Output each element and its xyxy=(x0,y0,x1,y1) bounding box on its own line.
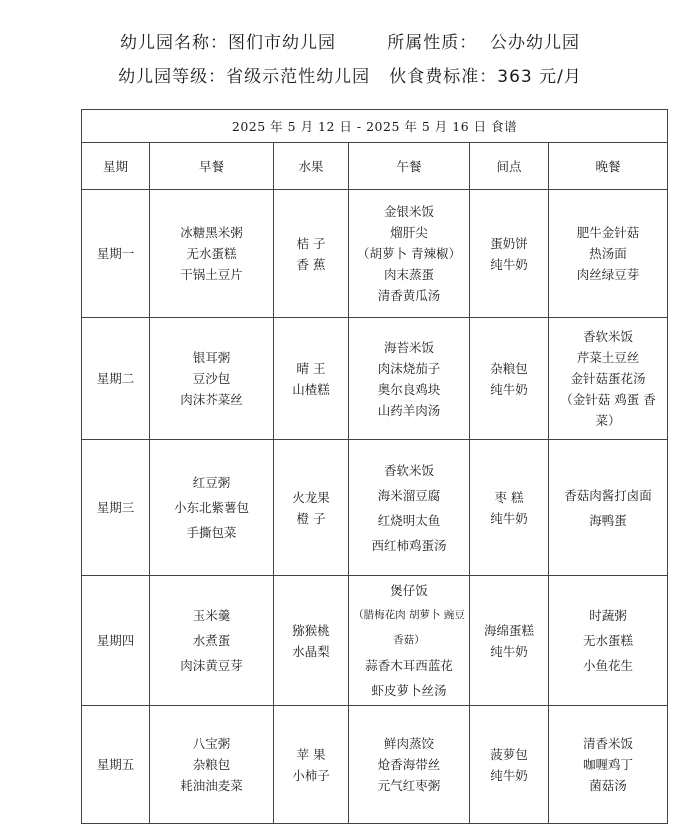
dish-line: 玉米羹 xyxy=(192,608,231,623)
dish-line: 冰糖黑米粥 xyxy=(180,225,243,240)
dish-line: 肥牛金针菇 xyxy=(576,225,640,240)
dish-line: 银耳粥 xyxy=(192,350,231,365)
weekday-cell: 星期二 xyxy=(82,318,150,440)
dish-line: 纯牛奶 xyxy=(490,381,528,397)
dish-line: （腊梅花肉 胡萝卜 豌豆 香菇） xyxy=(353,609,465,646)
breakfast-cell xyxy=(150,576,274,706)
dish-line: 香软米饭 xyxy=(582,329,633,344)
weekday-cell: 星期四 xyxy=(82,576,150,706)
dish-line: 海苔米饭 xyxy=(383,339,434,355)
dish-line: 小东北紫薯包 xyxy=(173,500,249,515)
column-header-lunch: 午餐 xyxy=(349,143,470,190)
dish-line: 小柿子 xyxy=(292,767,330,783)
lunch-cell xyxy=(349,318,470,440)
dish-line: 纯牛奶 xyxy=(490,510,528,526)
menu-row xyxy=(82,440,668,576)
dish-line: 清香黄瓜汤 xyxy=(377,288,441,303)
dish-line: 肉沫烧茄子 xyxy=(377,360,441,376)
dish-line: 金银米饭 xyxy=(383,204,434,219)
dish-line: 手撕包菜 xyxy=(186,525,237,540)
weekly-menu-table xyxy=(81,109,668,824)
dish-line: 杂粮包 xyxy=(192,757,231,772)
dinner-cell xyxy=(549,706,668,824)
menu-row xyxy=(82,576,668,706)
dish-line: 奥尔良鸡块 xyxy=(377,381,441,397)
dish-line: 纯牛奶 xyxy=(490,643,528,659)
column-header-dinner: 晚餐 xyxy=(549,143,668,190)
breakfast-cell xyxy=(150,440,274,576)
snack-cell xyxy=(470,318,549,440)
dish-line: 红烧明太鱼 xyxy=(377,512,441,528)
dish-line: （胡萝卜 青辣椒） xyxy=(357,246,461,261)
dish-line: 八宝粥 xyxy=(192,736,231,751)
dish-line: 芹菜土豆丝 xyxy=(576,350,640,365)
dish-line: 肉沫芥菜丝 xyxy=(180,392,243,407)
dish-line: 海鸭蛋 xyxy=(589,512,627,528)
dish-line: 纯牛奶 xyxy=(490,767,528,783)
dish-line: 海米溜豆腐 xyxy=(377,487,441,503)
dinner-cell xyxy=(549,190,668,318)
dish-line: 水晶梨 xyxy=(292,643,330,659)
column-header-weekday: 星期 xyxy=(82,143,150,190)
fruit-cell xyxy=(274,440,349,576)
dish-line: 山楂糕 xyxy=(292,381,330,397)
dish-line: 红豆粥 xyxy=(192,475,231,490)
snack-cell xyxy=(470,190,549,318)
menu-row xyxy=(82,190,668,318)
dish-line: 枣 糕 xyxy=(494,489,524,505)
breakfast-cell xyxy=(150,318,274,440)
dinner-cell xyxy=(549,318,668,440)
dish-line: 橙 子 xyxy=(296,510,326,526)
lunch-cell xyxy=(349,440,470,576)
dish-line: 干锅土豆片 xyxy=(180,267,243,282)
breakfast-cell xyxy=(150,190,274,318)
date-range-title: 2025 年 5 月 12 日 - 2025 年 5 月 16 日 食谱 xyxy=(82,110,668,143)
dish-line: 桔 子 xyxy=(296,235,326,251)
dish-line: 无水蛋糕 xyxy=(186,246,237,261)
dish-line: 咖喱鸡丁 xyxy=(582,757,633,772)
dish-line: 菌菇汤 xyxy=(589,778,627,793)
lunch-cell xyxy=(349,706,470,824)
dish-line: 菠萝包 xyxy=(490,746,528,762)
lunch-cell xyxy=(349,190,470,318)
kindergarten-name-line: 幼儿园名称：图们市幼儿园 所属性质： 公办幼儿园 xyxy=(119,33,581,53)
weekday-cell: 星期五 xyxy=(82,706,150,824)
dish-line: 香 蕉 xyxy=(296,256,326,272)
dish-line: 豆沙包 xyxy=(192,371,231,386)
weekday-cell: 星期三 xyxy=(82,440,150,576)
fruit-cell xyxy=(274,190,349,318)
dinner-cell xyxy=(549,576,668,706)
column-header-breakfast: 早餐 xyxy=(150,143,274,190)
dish-line: 海绵蛋糕 xyxy=(483,622,534,638)
dish-line: 晴 王 xyxy=(296,360,326,376)
dish-line: 肉丝绿豆芽 xyxy=(576,267,640,282)
dish-line: 小鱼花生 xyxy=(582,658,633,673)
fruit-cell xyxy=(274,318,349,440)
dish-line: 虾皮萝卜丝汤 xyxy=(371,683,447,698)
menu-body xyxy=(82,190,668,824)
dish-line: 熘肝尖 xyxy=(390,225,428,240)
menu-row xyxy=(82,706,668,824)
dish-line: 时蔬粥 xyxy=(589,608,627,623)
dish-line: 金针菇蛋花汤 xyxy=(570,371,646,386)
dish-line: 清香米饭 xyxy=(582,736,633,751)
dish-line: 苹 果 xyxy=(296,746,326,762)
fruit-cell xyxy=(274,706,349,824)
dish-line: 香菇肉酱打卤面 xyxy=(564,487,652,503)
dish-line: （金针菇 鸡蛋 香菜） xyxy=(560,392,656,428)
dish-line: 纯牛奶 xyxy=(490,256,528,272)
kindergarten-level-line: 幼儿园等级：省级示范性幼儿园 伙食费标准：363 元/月 xyxy=(118,67,582,87)
dish-line: 热汤面 xyxy=(589,246,627,261)
column-header-fruit: 水果 xyxy=(274,143,349,190)
dish-line: 鲜肉蒸饺 xyxy=(383,736,434,751)
dish-line: 煲仔饭 xyxy=(390,583,428,598)
dish-line: 西红柿鸡蛋汤 xyxy=(371,537,447,553)
dish-line: 肉沫黄豆芽 xyxy=(180,658,243,673)
column-header-row xyxy=(82,143,668,190)
snack-cell xyxy=(470,440,549,576)
lunch-cell xyxy=(349,576,470,706)
dish-line: 猕猴桃 xyxy=(292,622,330,638)
dish-line: 香软米饭 xyxy=(383,462,434,478)
dish-line: 水煮蛋 xyxy=(192,633,231,648)
dish-line: 蒜香木耳西蓝花 xyxy=(365,658,453,673)
dish-line: 杂粮包 xyxy=(490,360,528,376)
dish-line: 肉末蒸蛋 xyxy=(383,267,434,282)
column-header-snack: 间点 xyxy=(470,143,549,190)
snack-cell xyxy=(470,706,549,824)
menu-row xyxy=(82,318,668,440)
breakfast-cell xyxy=(150,706,274,824)
weekday-cell: 星期一 xyxy=(82,190,150,318)
dish-line: 耗油油麦菜 xyxy=(180,778,243,793)
dinner-cell xyxy=(549,440,668,576)
dish-line: 山药羊肉汤 xyxy=(377,402,441,418)
dish-line: 火龙果 xyxy=(292,489,330,505)
dish-line: 炝香海带丝 xyxy=(377,757,441,772)
dish-line: 无水蛋糕 xyxy=(582,633,633,648)
dish-line: 蛋奶饼 xyxy=(490,235,528,251)
date-row xyxy=(82,110,668,143)
dish-line: 元气红枣粥 xyxy=(377,778,441,793)
fruit-cell xyxy=(274,576,349,706)
snack-cell xyxy=(470,576,549,706)
